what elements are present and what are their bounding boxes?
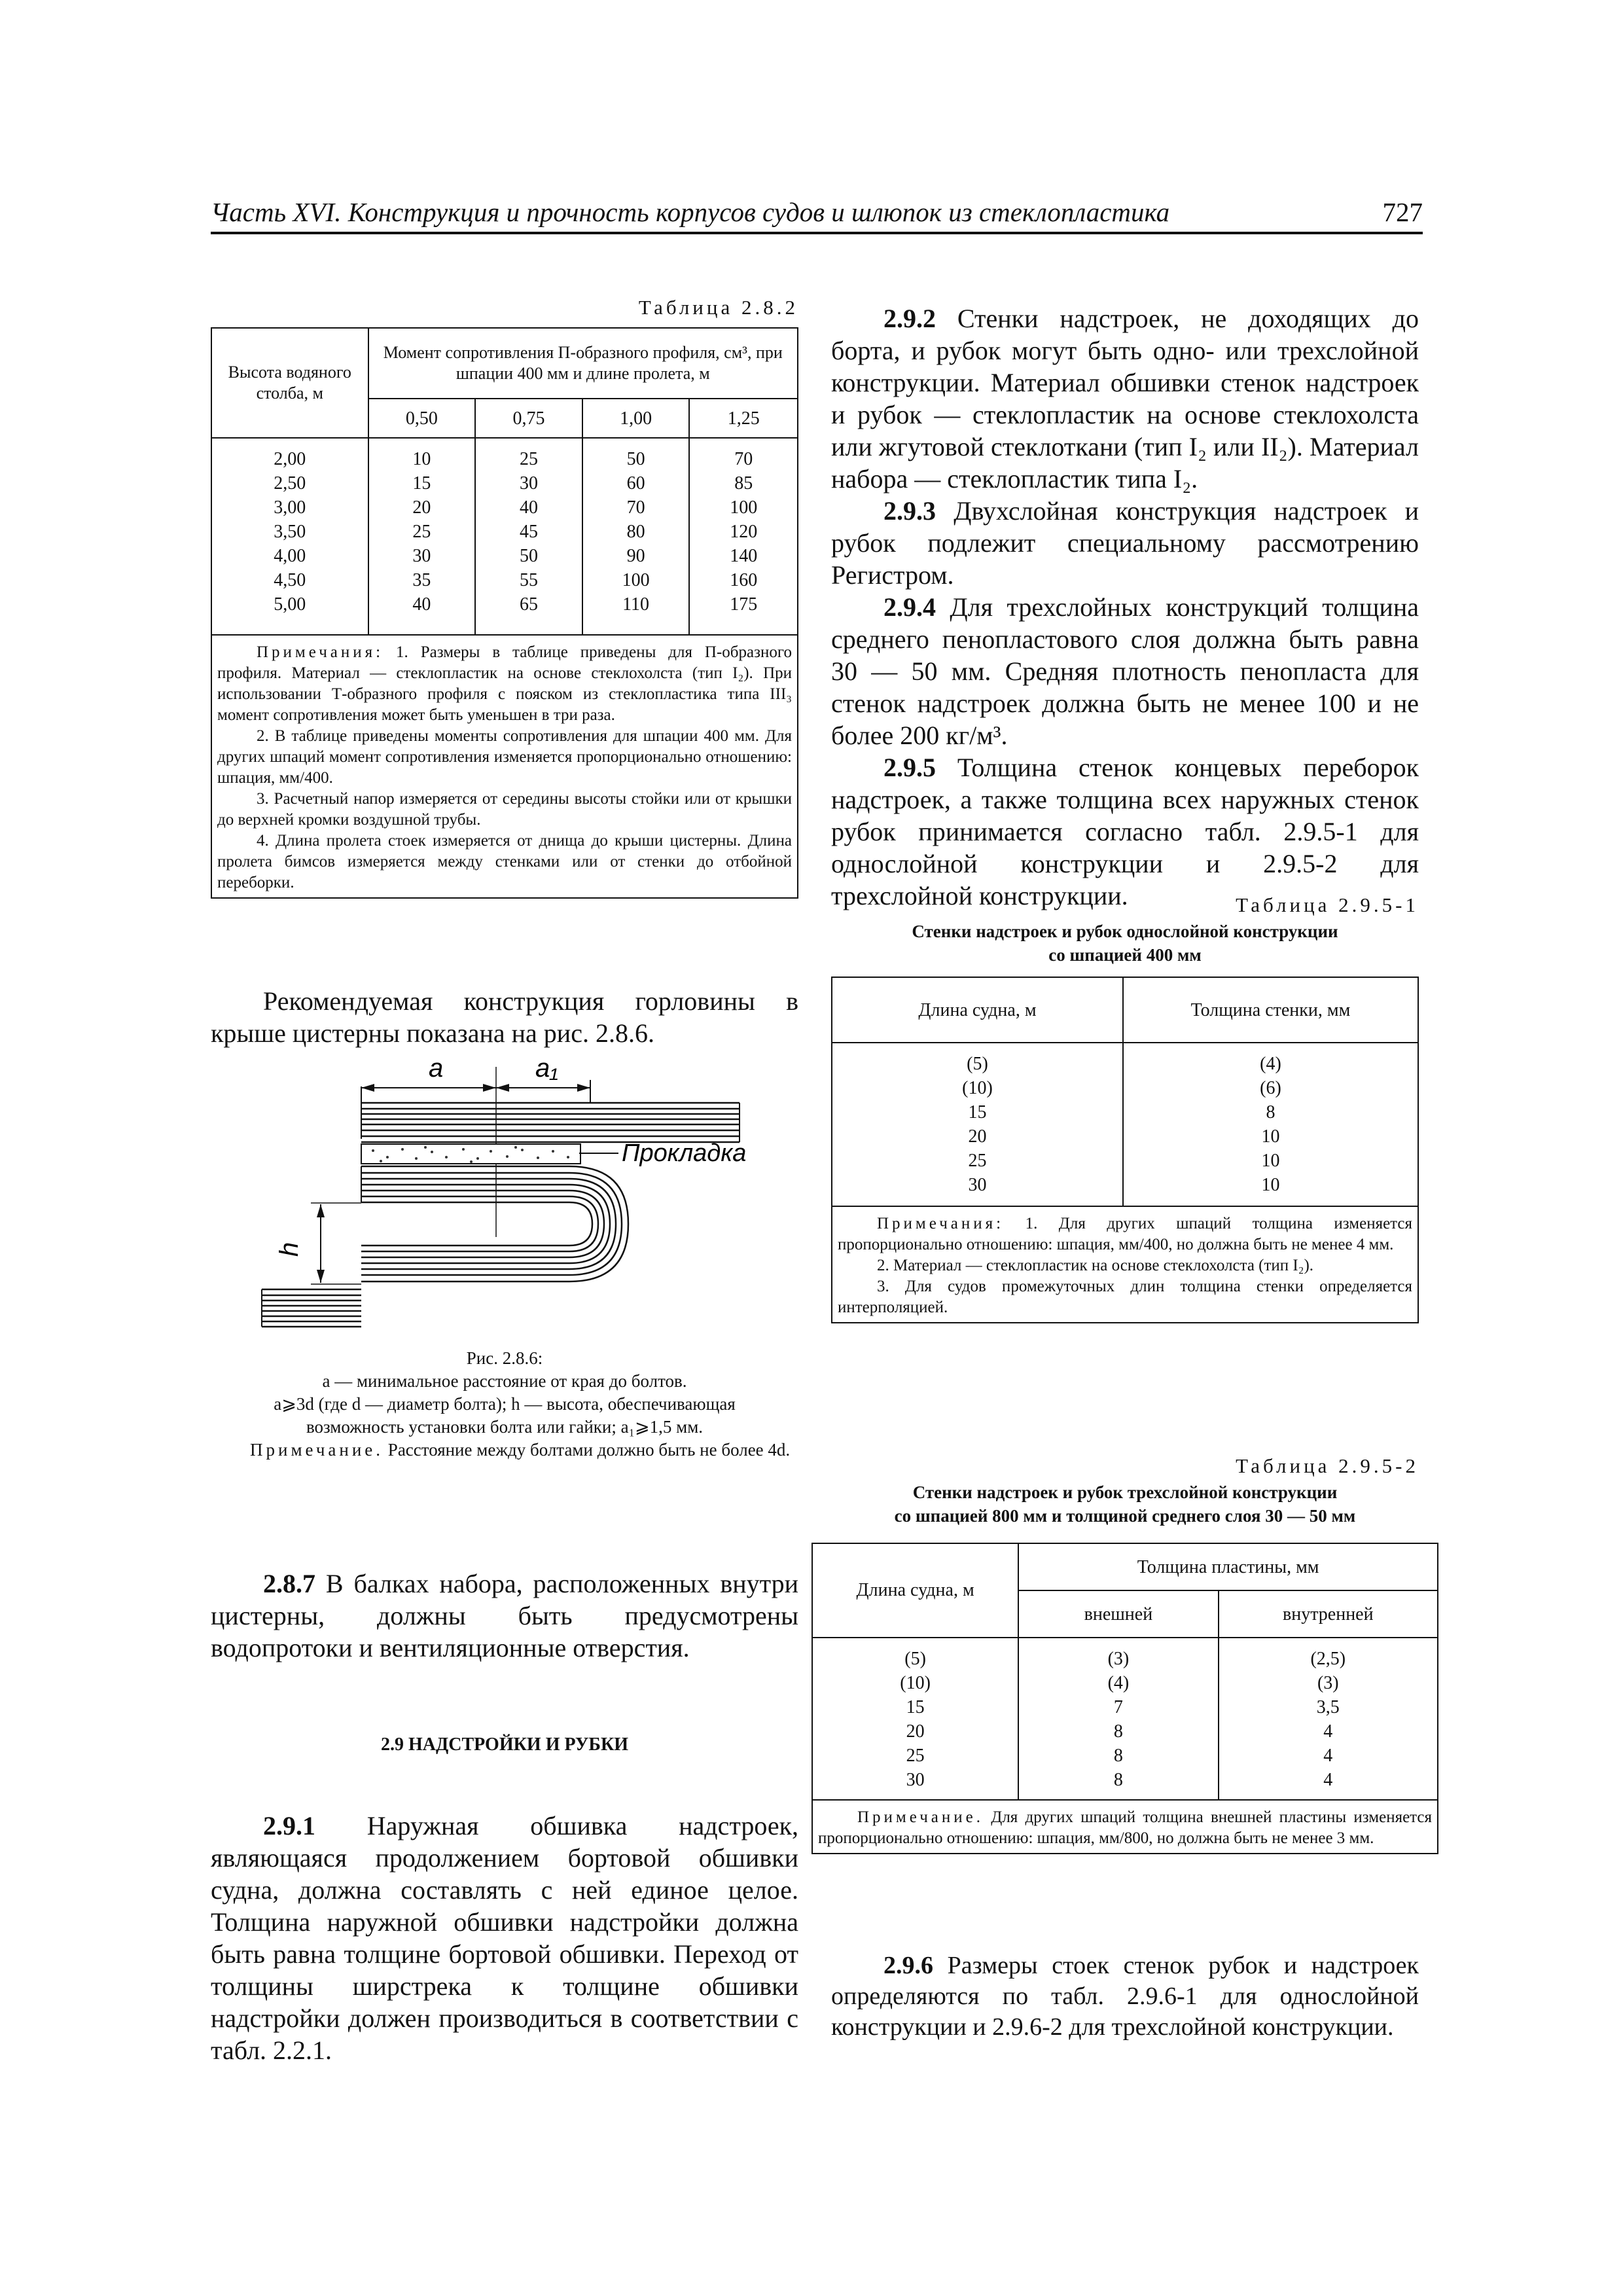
table-row: (10) (6)	[832, 1076, 1418, 1100]
table-row: 15 7 3,5	[812, 1695, 1438, 1719]
para-2-9-5: 2.9.5 Толщина стенок концевых переборок надстроек, а также толщина всех наружных стенок рубок принимается согласно табл. 2.9.5-1 для однослойной конструкции и 2.9.5-2 для трехслойной конструкции.	[831, 753, 1419, 910]
right-column-text	[831, 302, 1419, 912]
table-2-9-5-1-title: Стенки надстроек и рубок однослойной конструкции со шпацией 400 мм	[912, 922, 1338, 965]
label-a: a	[429, 1054, 444, 1083]
table-notes: Примечание. Для других шпаций толщина внешней пластины изменяется пропорционально отношению: шпация, мм/800, но должна быть не менее 3 мм.	[812, 1800, 1438, 1854]
table-row: 2,00 10 25 50 70	[211, 447, 798, 471]
col-header-thickness: Толщина стенки, мм	[1123, 977, 1418, 1043]
table-notes: Примечания: 1. Для других шпаций толщина изменяется пропорционально отношению: шпация, мм/400, но должна быть не менее 4 мм. 2. Материал — стеклопластик на основе стеклохолста (тип I₂). 3. Для судов промежуточных длин толщина стенки определяется интерполяцией.	[832, 1206, 1418, 1323]
table-row: (10) (4) (3)	[812, 1671, 1438, 1695]
table-row: 15 8	[832, 1100, 1418, 1124]
section-title: 2.9 НАДСТРОЙКИ И РУБКИ	[380, 1734, 629, 1755]
caption-note: Примечание. Расстояние между болтами должно быть не более 4d.	[250, 1440, 791, 1460]
table-2-9-5-2	[812, 1543, 1438, 1854]
para-2-9-1: 2.9.1 Наружная обшивка надстроек, являющаяся продолжением бортовой обшивки судна, должна составлять с ней единое целое. Толщина наружной обшивки надстройки должна быть равна толщине бортовой обшивки. Переход от толщины ширстрека к толщине обшивки надстройки должен производиться в соответствии с табл. 2.2.1.	[211, 1811, 799, 2065]
table-row: 4,00 30 50 90 140	[211, 544, 798, 568]
col-header-height: Высота водяного столба, м	[211, 328, 368, 438]
col-group-header: Момент сопротивления П-образного профиля, см³, при шпации 400 мм и длине пролета, м	[368, 328, 798, 399]
label-h: h	[275, 1242, 304, 1257]
figure-2-8-6	[216, 1041, 779, 1348]
para-2-9-4: 2.9.4 Для трехслойных конструкций толщина среднего пенопластового слоя должна быть равна 30 — 50 мм. Средняя плотность пенопласта для стенок надстроек должна быть не менее 100 и не более 200 кг/м³.	[831, 592, 1419, 750]
col-group-header: Толщина пластины, мм	[1018, 1543, 1438, 1590]
table-row: (5) (4)	[832, 1052, 1418, 1076]
caption-title: Рис. 2.8.6:	[466, 1348, 543, 1368]
table-2-8-2	[211, 327, 798, 899]
header-rule	[211, 232, 1423, 234]
table-notes: Примечания: 1. Размеры в таблице приведены для П-образного профиля. Материал — стеклопластик на основе стеклохолста (тип I₂). При использовании Т-образного профиля с пояском из стеклопластика типа III₃ момент сопротивления может быть уменьшен в три раза. 2. В таблице приведены моменты сопротивления для шпации 400 мм. Для других шпаций момент сопротивления изменяется пропорционально отношению: шпация, мм/400. 3. Расчетный напор измеряется от середины высоты стойки или от крышки до верхней кромки воздушной трубы. 4. Длина пролета стоек измеряется от днища до крыши цистерны. Длина пролета бимсов измеряется между стенками или от стенки до отбойной переборки.	[211, 635, 798, 898]
table-row: 30 8 4	[812, 1768, 1438, 1792]
label-gasket: Прокладка	[622, 1139, 747, 1167]
table-row: 25 10	[832, 1149, 1418, 1173]
table-row: 4,50 35 55 100 160	[211, 568, 798, 592]
running-header	[211, 196, 1423, 230]
figure-caption	[211, 1347, 798, 1462]
col-header-outer: внешней	[1018, 1590, 1218, 1638]
span-header: 0,50	[368, 399, 476, 438]
span-header: 0,75	[475, 399, 582, 438]
col-header-inner: внутренней	[1219, 1590, 1438, 1638]
table-row: 20 8 4	[812, 1719, 1438, 1744]
table-2-9-5-2-caption: Таблица 2.9.5-2	[1236, 1454, 1419, 1477]
table-row: 2,50 15 30 60 85	[211, 471, 798, 495]
caption-line-1: a — минимальное расстояние от края до болтов.	[322, 1371, 687, 1391]
table-row: 25 8 4	[812, 1744, 1438, 1768]
para-2-9-3: 2.9.3 Двухслойная конструкция надстроек и рубок подлежит специальному рассмотрению Регистром.	[831, 496, 1419, 590]
table-row: 5,00 40 65 110 175	[211, 592, 798, 617]
running-title: Часть XVI. Конструкция и прочность корпусов судов и шлюпок из стеклопластика	[211, 197, 1170, 227]
col-header-length: Длина судна, м	[812, 1543, 1018, 1638]
para-2-9-6: 2.9.6 Размеры стоек стенок рубок и надстроек определяются по табл. 2.9.6-1 для однослойной конструкции и 2.9.6-2 для трехслойной конструкции.	[831, 1952, 1419, 2041]
caption-line-2: a⩾3d (где d — диаметр болта); h — высота, обеспечивающая возможность установки болта или гайки; a₁⩾1,5 мм.	[274, 1394, 736, 1437]
para-2-8-7: 2.8.7 В балках набора, расположенных внутри цистерны, должны быть предусмотрены водопротоки и вентиляционные отверстия.	[211, 1569, 799, 1662]
table-row: (5) (3) (2,5)	[812, 1647, 1438, 1671]
table-2-9-5-1-caption: Таблица 2.9.5-1	[1236, 893, 1419, 916]
span-header: 1,00	[582, 399, 690, 438]
table-2-9-5-2-title: Стенки надстроек и рубок трехслойной конструкции со шпацией 800 мм и толщиной среднего слоя 30 — 50 мм	[894, 1482, 1356, 1526]
table-2-9-5-1	[831, 977, 1419, 1323]
table-row: 3,00 20 40 70 100	[211, 495, 798, 520]
table-row: 30 10	[832, 1173, 1418, 1197]
para-recommend: Рекомендуемая конструкция горловины в крыше цистерны показана на рис. 2.8.6.	[211, 986, 798, 1048]
label-a1: a₁	[535, 1054, 558, 1083]
col-header-length: Длина судна, м	[832, 977, 1123, 1043]
table-2-8-2-caption: Таблица 2.8.2	[638, 296, 798, 319]
table-row: 20 10	[832, 1124, 1418, 1149]
table-row: 3,50 25 45 80 120	[211, 520, 798, 544]
para-2-9-2: 2.9.2 Стенки надстроек, не доходящих до борта, и рубок могут быть одно- или трехслойной конструкции. Материал обшивки стенок надстроек и рубок — стеклопластик на основе стеклохолста или жгутовой стеклоткани (тип I₂ или II₂). Материал набора — стеклопластик типа I₂.	[831, 304, 1419, 493]
span-header: 1,25	[689, 399, 798, 438]
page-number: 727	[1382, 197, 1423, 227]
